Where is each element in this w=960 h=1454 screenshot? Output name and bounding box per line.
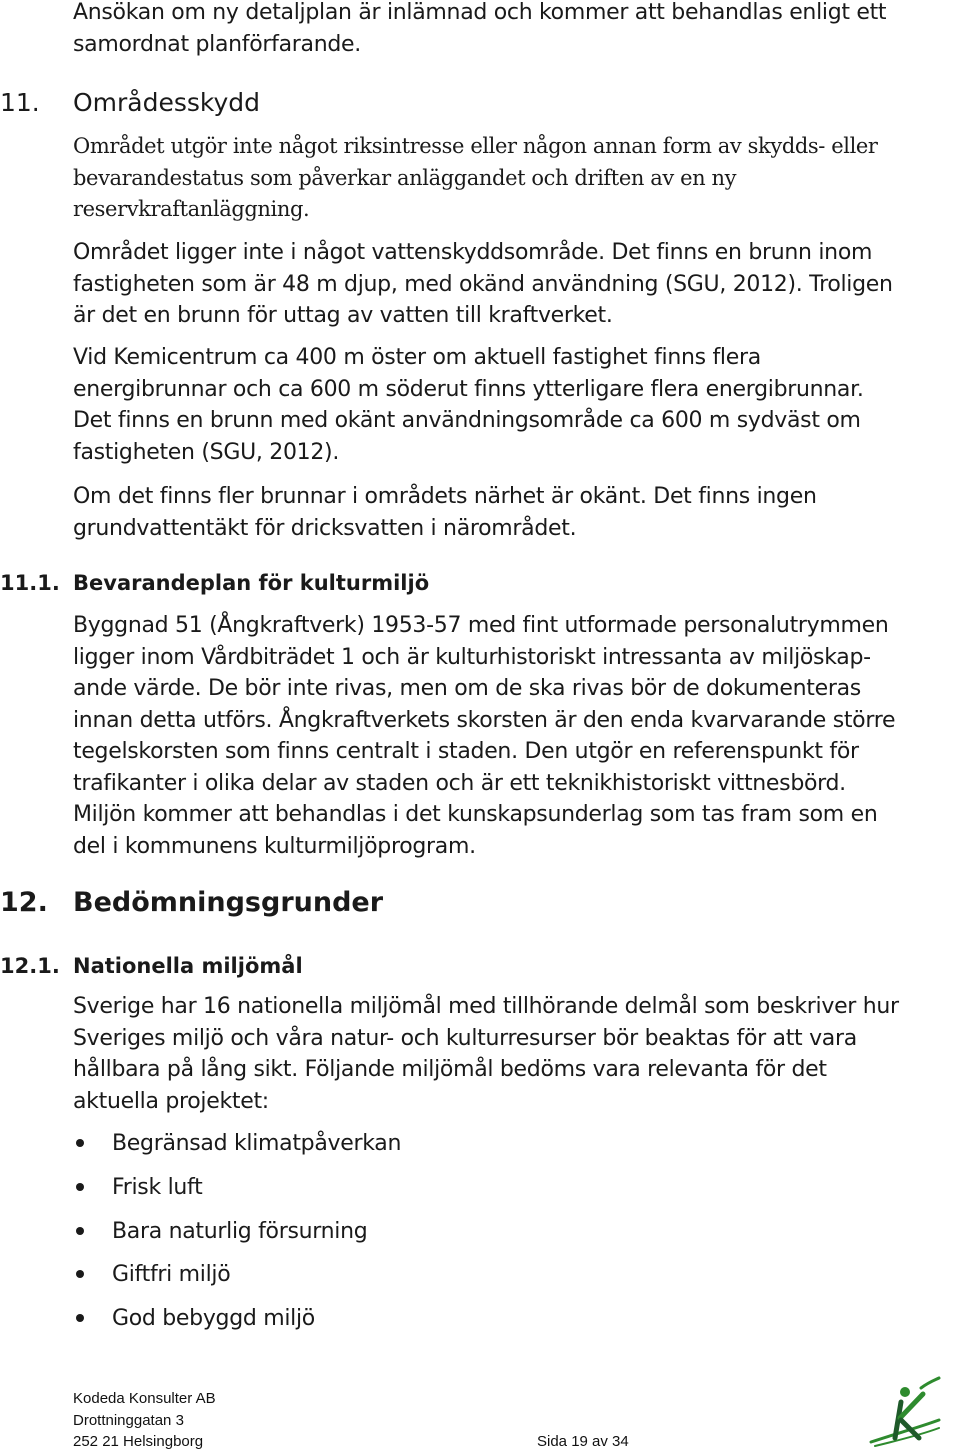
text-line: är det en brunn för uttag av vatten till kraftverket. bbox=[73, 303, 613, 328]
section-11-paragraph-3 bbox=[73, 342, 864, 468]
text-line: aktuella projektet: bbox=[73, 1088, 269, 1114]
text-line: Om det finns fler brunnar i områdets närhet är okänt. Det finns ingen bbox=[73, 484, 817, 509]
text-line: innan detta utförs. Ångkraftverkets skorsten är den enda kvarvarande större bbox=[73, 707, 896, 733]
list-item bbox=[73, 1259, 401, 1303]
text-line: grundvattentäkt för dricksvatten i närområdet. bbox=[73, 515, 577, 541]
intro-paragraph bbox=[73, 0, 886, 60]
bullet-icon bbox=[76, 1139, 84, 1147]
list-item bbox=[73, 1303, 401, 1347]
section-title: Bedömningsgrunder bbox=[73, 887, 384, 918]
text-line: bevarandestatus som påverkar anläggandet och driften av en ny bbox=[73, 165, 737, 190]
list-item bbox=[73, 1172, 401, 1216]
text-line: Det finns en brunn med okänt användningsområde ca 600 m sydväst om bbox=[73, 408, 861, 433]
section-12-1-paragraph bbox=[73, 991, 899, 1117]
text-line: energibrunnar och ca 600 m söderut finns ytterligare flera energibrunnar. bbox=[73, 376, 864, 402]
kodeda-logo-icon bbox=[865, 1372, 943, 1450]
list-item bbox=[73, 1128, 401, 1172]
section-11-paragraph-2 bbox=[73, 237, 893, 332]
text-line: fastigheten som är 48 m djup, med okänd användning (SGU, 2012). Troligen bbox=[73, 271, 893, 297]
text-line: samordnat planförfarande. bbox=[73, 31, 361, 57]
text-line: reservkraftanläggning. bbox=[73, 197, 310, 221]
section-11-paragraph-1 bbox=[73, 131, 878, 226]
text-line: Vid Kemicentrum ca 400 m öster om aktuell fastighet finns flera bbox=[73, 345, 761, 370]
section-number: 11. bbox=[0, 88, 40, 117]
bullet-icon bbox=[76, 1227, 84, 1235]
bullet-icon bbox=[76, 1183, 84, 1191]
page-number: Sida 19 av 34 bbox=[537, 1433, 629, 1450]
list-item-label: Bara naturlig försurning bbox=[112, 1218, 368, 1244]
text-line: Byggnad 51 (Ångkraftverk) 1953-57 med fint utformade personalutrymmen bbox=[73, 613, 889, 638]
text-line: hållbara på lång sikt. Följande miljömål bedöms vara relevanta för det bbox=[73, 1057, 827, 1082]
bullet-icon bbox=[76, 1270, 84, 1278]
text-line: ande värde. De bör inte rivas, men om de ska rivas bör de dokumenteras bbox=[73, 676, 861, 701]
footer-company: Kodeda Konsulter AB bbox=[73, 1390, 216, 1407]
list-item-label: God bebyggd miljö bbox=[112, 1306, 315, 1331]
text-line: Ansökan om ny detaljplan är inlämnad och kommer att behandlas enligt ett bbox=[73, 0, 887, 25]
footer-city: 252 21 Helsingborg bbox=[73, 1433, 204, 1450]
footer-street: Drottninggatan 3 bbox=[73, 1411, 184, 1429]
list-item-label: Frisk luft bbox=[112, 1174, 203, 1200]
text-line: Området ligger inte i något vattenskyddsområde. Det finns en brunn inom bbox=[73, 240, 873, 265]
footer-address bbox=[73, 1388, 216, 1453]
bullet-icon bbox=[76, 1314, 84, 1322]
text-line: fastigheten (SGU, 2012). bbox=[73, 439, 340, 465]
section-title: Bevarandeplan för kulturmiljö bbox=[73, 571, 430, 595]
text-line: trafikanter i olika delar av staden och är ett teknikhistoriskt vittnesbörd. bbox=[73, 770, 846, 796]
list-item-label: Giftfri miljö bbox=[112, 1262, 231, 1288]
environment-goals-list bbox=[73, 1128, 401, 1347]
list-item bbox=[73, 1216, 401, 1260]
text-line: Sverige har 16 nationella miljömål med tillhörande delmål som beskriver hur bbox=[73, 994, 899, 1019]
text-line: ligger inom Vårdbiträdet 1 och är kulturhistoriskt intressanta av miljöskap- bbox=[73, 644, 871, 670]
text-line: Miljön kommer att behandlas i det kunskapsunderlag som tas fram som en bbox=[73, 802, 878, 827]
list-item-label: Begränsad klimatpåverkan bbox=[112, 1131, 402, 1156]
section-title: Områdesskydd bbox=[73, 88, 261, 117]
text-line: del i kommunens kulturmiljöprogram. bbox=[73, 833, 476, 859]
text-line: tegelskorsten som finns centralt i staden. Den utgör en referenspunkt för bbox=[73, 739, 859, 764]
text-line: Området utgör inte något riksintresse eller någon annan form av skydds- eller bbox=[73, 134, 878, 158]
section-11-1-paragraph bbox=[73, 610, 895, 862]
section-title: Nationella miljömål bbox=[73, 954, 303, 978]
section-number: 12.1. bbox=[0, 954, 60, 978]
section-number: 11.1. bbox=[0, 571, 60, 595]
section-11-paragraph-4 bbox=[73, 481, 817, 544]
text-line: Sveriges miljö och våra natur- och kulturresurser bör beaktas för att vara bbox=[73, 1025, 857, 1051]
section-number: 12. bbox=[0, 887, 48, 918]
